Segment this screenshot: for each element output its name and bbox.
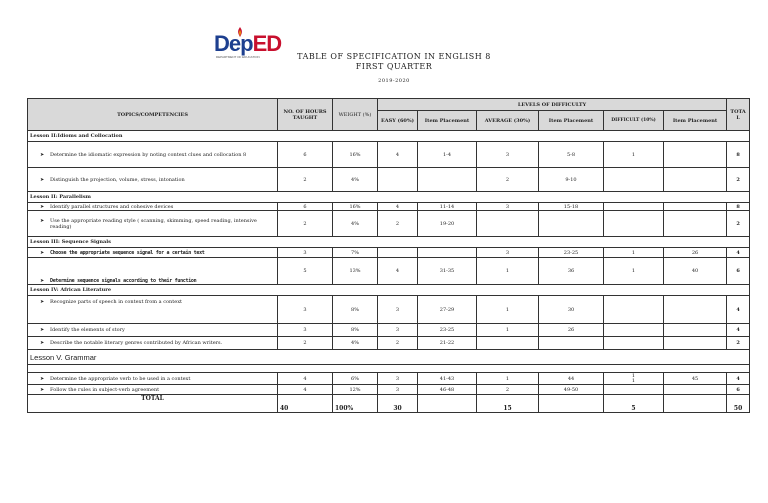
- average-placement-cell: 5-8: [539, 142, 604, 168]
- hours-cell: 3: [278, 248, 333, 258]
- easy-cell: [378, 168, 418, 192]
- easy-cell: 2: [378, 211, 418, 237]
- logo-wordmark: DepED: [214, 31, 282, 56]
- table-row: ➤ Use the appropriate reading style ( scanning, skimming, speed reading, intensive reading) 2 4% 2 19-20 2: [28, 211, 750, 237]
- total-cell: 6: [727, 385, 750, 395]
- average-cell: 2: [477, 385, 539, 395]
- col-topics: TOPICS/COMPETENCIES: [28, 99, 278, 131]
- competency-text: Distinguish the projection, volume, stress, intonation: [50, 176, 185, 183]
- average-cell: [477, 337, 539, 350]
- weight-cell: 6%: [333, 373, 378, 385]
- competency-text: Determine the appropriate verb to be used in a context: [50, 375, 191, 382]
- easy-placement-cell: 21-22: [418, 337, 477, 350]
- easy-cell: 2: [378, 337, 418, 350]
- easy-placement-cell: 41-43: [418, 373, 477, 385]
- easy-placement-cell: 46-48: [418, 385, 477, 395]
- grand-total: 50: [727, 395, 750, 413]
- competency-text: Use the appropriate reading style ( scanning, skimming, speed reading, intensive reading): [50, 217, 257, 230]
- col-item-placement-average: Item Placement: [539, 111, 604, 131]
- total-cell: 6: [727, 258, 750, 285]
- hours-cell: 2: [278, 168, 333, 192]
- difficult-cell: 1 1: [604, 373, 664, 385]
- hours-cell: 4: [278, 385, 333, 395]
- average-placement-cell: 30: [539, 296, 604, 324]
- difficult-cell: [604, 211, 664, 237]
- lesson-heading: Lesson IV: African Literature: [28, 285, 750, 296]
- difficult-placement-cell: [664, 142, 727, 168]
- hours-cell: 6: [278, 142, 333, 168]
- average-placement-cell: 9-10: [539, 168, 604, 192]
- weight-cell: 13%: [333, 258, 378, 285]
- difficult-cell: [604, 324, 664, 337]
- total-cell: 4: [727, 324, 750, 337]
- table-row: ➤ Determine the appropriate verb to be used in a context 4 6% 3 41-43 1 44 1 1 45 4: [28, 373, 750, 385]
- weight-cell: 4%: [333, 211, 378, 237]
- hours-cell: 4: [278, 373, 333, 385]
- total-cell: 4: [727, 248, 750, 258]
- col-easy: EASY (60%): [378, 111, 418, 131]
- difficult-placement-cell: [664, 296, 727, 324]
- lesson-heading: Lesson III: Sequence Signals: [28, 237, 750, 248]
- easy-cell: 3: [378, 296, 418, 324]
- total-cell: 4: [727, 373, 750, 385]
- easy-placement-cell: [418, 248, 477, 258]
- specification-table: [27, 98, 750, 413]
- difficult-cell: [604, 168, 664, 192]
- totals-label: TOTAL: [28, 395, 278, 413]
- doc-title: TABLE OF SPECIFICATION IN ENGLISH 8: [297, 52, 491, 61]
- total-difficult: 5: [604, 395, 664, 413]
- easy-cell: 3: [378, 373, 418, 385]
- table-row: ➤ Distinguish the projection, volume, stress, intonation 2 4% 2 9-10 2: [28, 168, 750, 192]
- average-placement-cell: 26: [539, 324, 604, 337]
- total-cell: 2: [727, 168, 750, 192]
- easy-cell: 4: [378, 142, 418, 168]
- col-average: AVERAGE (30%): [477, 111, 539, 131]
- difficult-cell: 1: [604, 248, 664, 258]
- easy-cell: 4: [378, 203, 418, 211]
- average-cell: 1: [477, 324, 539, 337]
- table-row: ➤ Identify the elements of story 3 8% 3 23-25 1 26 4: [28, 324, 750, 337]
- table-row: ➤ Identify parallel structures and cohesive devices 6 16% 4 11-14 3 15-18 8: [28, 203, 750, 211]
- easy-placement-cell: 19-20: [418, 211, 477, 237]
- competency-text: Choose the appropriate sequence signal for a certain text: [50, 249, 205, 256]
- easy-placement-cell: 1-4: [418, 142, 477, 168]
- hours-cell: 2: [278, 337, 333, 350]
- easy-cell: 4: [378, 258, 418, 285]
- average-cell: 3: [477, 248, 539, 258]
- total-hours: 40: [278, 395, 333, 413]
- col-item-placement-difficult: Item Placement: [664, 111, 727, 131]
- difficult-cell: [604, 385, 664, 395]
- competency-text: Determine the idiomatic expression by noting context clues and collocation 8: [50, 151, 247, 158]
- table-row: ➤ Determine sequence signals according to their function 5 13% 4 31-35 1 36 1 40 6: [28, 258, 750, 285]
- difficult-cell: 1: [604, 258, 664, 285]
- weight-cell: 4%: [333, 168, 378, 192]
- hours-cell: 3: [278, 296, 333, 324]
- average-placement-cell: 44: [539, 373, 604, 385]
- col-difficult: DIFFICULT (10%): [604, 111, 664, 131]
- total-cell: 4: [727, 296, 750, 324]
- easy-placement-cell: 27-29: [418, 296, 477, 324]
- easy-cell: 3: [378, 324, 418, 337]
- competency-text: Identify the elements of story: [50, 327, 125, 333]
- average-placement-cell: 49-50: [539, 385, 604, 395]
- average-cell: 1: [477, 258, 539, 285]
- average-cell: [477, 211, 539, 237]
- competency-text: Describe the notable literary genres contributed by African writers.: [50, 340, 223, 346]
- total-cell: 8: [727, 203, 750, 211]
- difficult-placement-cell: 45: [664, 373, 727, 385]
- total-cell: 8: [727, 142, 750, 168]
- competency-text: Follow the rules in subject-verb agreement: [50, 386, 160, 393]
- weight-cell: 8%: [333, 296, 378, 324]
- difficult-placement-cell: [664, 324, 727, 337]
- hours-cell: 5: [278, 258, 333, 285]
- difficult-placement-cell: 40: [664, 258, 727, 285]
- easy-placement-cell: 31-35: [418, 258, 477, 285]
- col-total: TOTAL: [727, 99, 750, 131]
- total-cell: 2: [727, 211, 750, 237]
- easy-cell: 3: [378, 385, 418, 395]
- average-cell: 1: [477, 296, 539, 324]
- hours-cell: 6: [278, 203, 333, 211]
- easy-placement-cell: 23-25: [418, 324, 477, 337]
- average-placement-cell: 15-18: [539, 203, 604, 211]
- easy-placement-cell: [418, 168, 477, 192]
- easy-placement-cell: 11-14: [418, 203, 477, 211]
- col-weight: WEIGHT (%): [333, 99, 378, 131]
- total-easy: 30: [378, 395, 418, 413]
- average-placement-cell: 36: [539, 258, 604, 285]
- easy-cell: [378, 248, 418, 258]
- table-row: ➤ Describe the notable literary genres contributed by African writers. 2 4% 2 21-22 2: [28, 337, 750, 350]
- difficult-placement-cell: [664, 211, 727, 237]
- competency-text: Determine sequence signals according to their function: [50, 278, 197, 284]
- col-levels: LEVELS OF DIFFICULTY: [378, 99, 727, 111]
- col-hours: NO. OF HOURS TAUGHT: [278, 99, 333, 131]
- hours-cell: 2: [278, 211, 333, 237]
- average-cell: 2: [477, 168, 539, 192]
- total-weight: 100%: [333, 395, 378, 413]
- average-placement-cell: [539, 211, 604, 237]
- competency-text: Identify parallel structures and cohesive devices: [50, 203, 174, 210]
- totals-row: [28, 395, 750, 413]
- table-row: ➤ Follow the rules in subject-verb agreement 4 12% 3 46-48 2 49-50 6: [28, 385, 750, 395]
- difficult-placement-cell: [664, 168, 727, 192]
- lesson-heading: Lesson II:Idioms and Collocation: [28, 131, 750, 142]
- average-cell: 1: [477, 373, 539, 385]
- school-year: 2019-2020: [378, 78, 410, 84]
- weight-cell: 7%: [333, 248, 378, 258]
- competency-text: Recognize parts of speech in context from a context: [50, 299, 183, 305]
- weight-cell: 8%: [333, 324, 378, 337]
- lesson-heading: Lesson II: Parallelism: [28, 192, 750, 203]
- total-cell: 2: [727, 337, 750, 350]
- weight-cell: 4%: [333, 337, 378, 350]
- table-row: ➤ Choose the appropriate sequence signal for a certain text 3 7% 3 23-25 1 26 4: [28, 248, 750, 258]
- average-placement-cell: [539, 337, 604, 350]
- difficult-placement-cell: [664, 385, 727, 395]
- weight-cell: 12%: [333, 385, 378, 395]
- difficult-cell: [604, 337, 664, 350]
- difficult-cell: [604, 203, 664, 211]
- difficult-placement-cell: 26: [664, 248, 727, 258]
- average-cell: 3: [477, 142, 539, 168]
- table-row: ➤ Determine the idiomatic expression by noting context clues and collocation 8 6 16% 4 1-4 3 5-8 1 8: [28, 142, 750, 168]
- difficult-placement-cell: [664, 203, 727, 211]
- difficult-cell: 1: [604, 142, 664, 168]
- col-item-placement-easy: Item Placement: [418, 111, 477, 131]
- difficult-cell: [604, 296, 664, 324]
- doc-subtitle: FIRST QUARTER: [355, 62, 433, 71]
- total-average: 15: [477, 395, 539, 413]
- average-cell: 3: [477, 203, 539, 211]
- hours-cell: 3: [278, 324, 333, 337]
- weight-cell: 16%: [333, 142, 378, 168]
- weight-cell: 16%: [333, 203, 378, 211]
- lesson-heading: Lesson V. Grammar: [28, 350, 750, 365]
- table-row: ➤ Recognize parts of speech in context from a context 3 8% 3 27-29 1 30 4: [28, 296, 750, 324]
- difficult-placement-cell: [664, 337, 727, 350]
- logo-subtitle: DEPARTMENT OF EDUCATION: [216, 55, 260, 59]
- average-placement-cell: 23-25: [539, 248, 604, 258]
